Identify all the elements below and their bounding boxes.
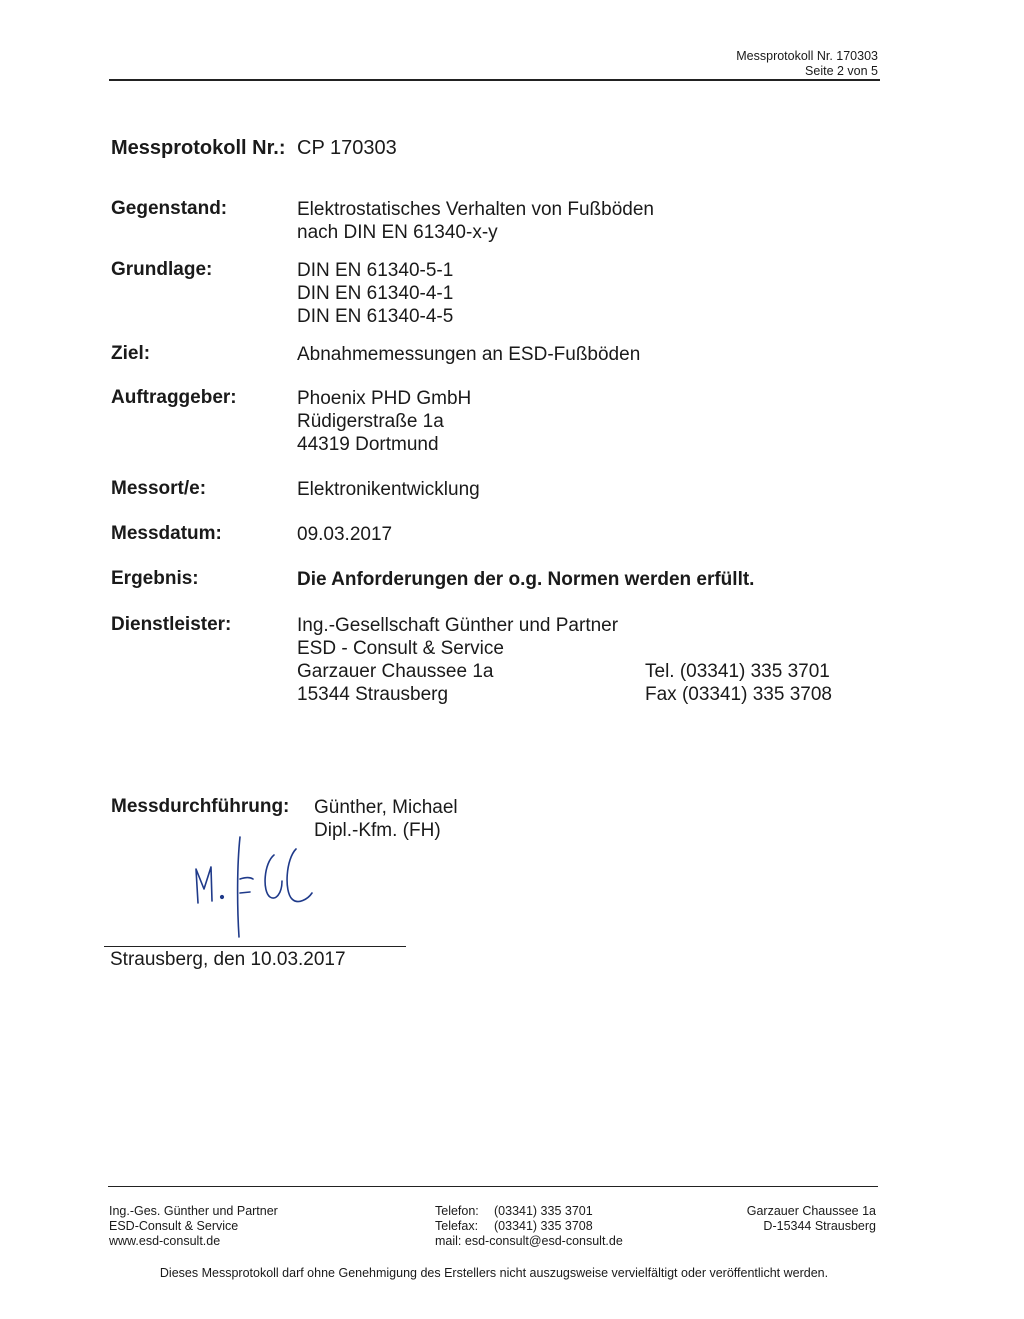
footer-mail <box>435 1234 623 1249</box>
gegenstand-line: Elektrostatisches Verhalten von Fußböden <box>297 199 654 220</box>
footer-notice: Dieses Messprotokoll darf ohne Genehmigung des Erstellers nicht auszugsweise vervielfältigt oder veröffentlicht werden. <box>159 1266 829 1280</box>
footer-fax-value: (03341) 335 3708 <box>494 1219 593 1233</box>
dienstleister-fax: Fax (03341) 335 3708 <box>645 684 832 705</box>
dienstleister-contact <box>645 660 832 706</box>
gegenstand-line: nach DIN EN 61340-x-y <box>297 222 498 243</box>
handwritten-signature <box>190 835 320 940</box>
dienstleister-label: Dienstleister: <box>111 614 232 635</box>
footer-mail-label: mail: <box>435 1234 462 1248</box>
dienstleister-line: Ing.-Gesellschaft Günther und Partner <box>297 615 619 636</box>
grundlage-value <box>297 259 453 328</box>
dienstleister-tel: Tel. (03341) 335 3701 <box>645 661 830 682</box>
messdatum-value: 09.03.2017 <box>297 524 393 545</box>
footer-company <box>109 1204 278 1249</box>
messdurchfuehrung-line: Günther, Michael <box>314 797 458 818</box>
footer-company-line: ESD-Consult & Service <box>109 1219 239 1233</box>
ergebnis-value: Die Anforderungen der o.g. Normen werden erfüllt. <box>297 569 755 590</box>
dienstleister-value <box>297 614 618 706</box>
dienstleister-line: Garzauer Chaussee 1a <box>297 661 494 682</box>
protocol-number-label: Messprotokoll Nr.: <box>111 137 286 159</box>
grundlage-line: DIN EN 61340-4-5 <box>297 306 454 327</box>
auftraggeber-line: 44319 Dortmund <box>297 434 439 455</box>
auftraggeber-line: Rüdigerstraße 1a <box>297 411 444 432</box>
grundlage-line: DIN EN 61340-5-1 <box>297 260 454 281</box>
signature-line <box>104 946 406 947</box>
footer-address <box>747 1204 876 1234</box>
footer-address-line: Garzauer Chaussee 1a <box>746 1204 876 1218</box>
auftraggeber-line: Phoenix PHD GmbH <box>297 388 472 409</box>
footer-phone-label: Telefon: <box>435 1204 479 1218</box>
messdurchfuehrung-label: Messdurchführung: <box>111 796 290 817</box>
footer-fax-label: Telefax: <box>435 1219 479 1233</box>
footer-rule <box>108 1186 878 1187</box>
footer-company-line: Ing.-Ges. Günther und Partner <box>109 1204 278 1218</box>
signature-place-date: Strausberg, den 10.03.2017 <box>110 949 346 970</box>
footer-address-line: D-15344 Strausberg <box>763 1219 876 1233</box>
ergebnis-label: Ergebnis: <box>111 568 199 589</box>
messort-value: Elektronikentwicklung <box>297 479 480 500</box>
grundlage-label: Grundlage: <box>111 259 213 280</box>
dienstleister-line: ESD - Consult & Service <box>297 638 504 659</box>
messdurchfuehrung-line: Dipl.-Kfm. (FH) <box>314 820 441 841</box>
page-header <box>736 49 878 79</box>
auftraggeber-label: Auftraggeber: <box>111 387 237 408</box>
ziel-value: Abnahmemessungen an ESD-Fußböden <box>297 344 641 365</box>
footer-contact-labels <box>435 1204 479 1234</box>
footer-mail-value: esd-consult@esd-consult.de <box>464 1234 623 1248</box>
footer-phone-value: (03341) 335 3701 <box>494 1204 593 1218</box>
messort-label: Messort/e: <box>111 478 207 499</box>
messdurchfuehrung-value <box>314 796 458 842</box>
messdatum-label: Messdatum: <box>111 523 222 544</box>
dienstleister-line: 15344 Strausberg <box>297 684 449 705</box>
footer-website: www.esd-consult.de <box>109 1234 221 1248</box>
header-page-number: Seite 2 von 5 <box>805 64 878 78</box>
gegenstand-label: Gegenstand: <box>111 198 228 219</box>
auftraggeber-value <box>297 387 471 456</box>
footer-contact-values <box>494 1204 593 1234</box>
header-rule <box>109 79 880 81</box>
ziel-label: Ziel: <box>111 343 151 364</box>
protocol-number-value: CP 170303 <box>297 137 397 159</box>
grundlage-line: DIN EN 61340-4-1 <box>297 283 454 304</box>
gegenstand-value <box>297 198 654 244</box>
header-doc-ref: Messprotokoll Nr. 170303 <box>736 49 878 63</box>
